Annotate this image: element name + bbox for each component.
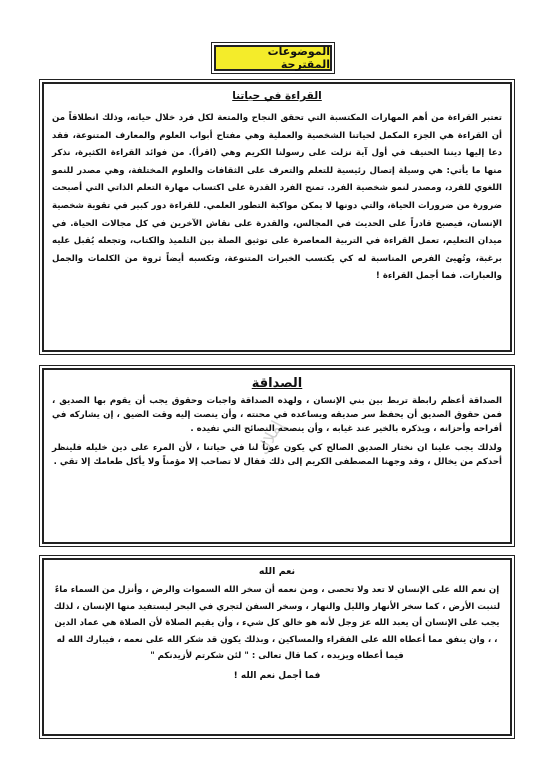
section-friendship bbox=[42, 368, 512, 544]
section-paragraph: إن نعم الله على الإنسان لا تعد ولا تحصى ، ومن نعمه أن سخر الله السموات والرض ، وأنزل من السماء ماءً لتنبت الأرض ، كما سخر الأنهار والليل والنهار ، وسخر السفن لتجري في البحر ليستفيد منها الإنسان ، لذلك يجب على الإنسان أن يعبد الله عز وجل لأنه هو خالق كل شيء ، وأن يقيم الصلاة لأن الصلاة هي عماد الدين ، ، وان ينفق مما أعطاه الله على الفقراء والمساكين ، وبذلك يكون قد شكر الله على نعمه ، فيبارك الله له فيما أعطاه ويزيده ، كما قال تعالى : " لئن شكرتم لأزيدنكم " bbox=[53, 585, 501, 661]
section-blessings bbox=[42, 558, 512, 736]
section-title-blessings: نعم الله bbox=[258, 566, 296, 577]
section-paragraph: الصداقة أعظم رابطة تربط بين بني الإنسان ، ولهذه الصداقة واجبات وحقوق يجب أن يقوم بها الصديق ، فمن حقوق الصديق أن يحفظ سر صديقه ويساعده في محنته ، وأن ينصت إليه وقت الضيق ، إن يشاركه في أفراحه وأحزانه ، ويذكره بالخير عند غيابه ، وأن ينصحه النصائح التي تفيده . bbox=[52, 396, 502, 435]
section-title-reading: القراءة في حياتنا bbox=[232, 90, 322, 102]
section-title-friendship: الصداقة bbox=[251, 376, 303, 391]
page-title: الموضوعات المقترحة bbox=[214, 45, 332, 71]
section-paragraph: تعتبر القراءة من أهم المهارات المكتسبة التي تحقق النجاح والمتعة لكل فرد خلال حياته، وذلك انطلاقاً من أن القراءة هي الجزء المكمل لحياتنا الشخصية والعملية وهي مفتاح أبواب العلوم والمعارف المتنوعة، فقد دعا إليها ديننا الحنيف في أول آية نزلت على رسولنا الكريم وهي (اقرأ). من فوائد القراءة الكثيرة، نذكر منها ما يأتي: هي وسيلة إتصال رئيسية للتعلم والتعرف على الثقافات والعلوم المختلفة، وهي مصدر للنمو اللغوي للفرد، ومصدر لنمو شخصية الفرد. تمنح الفرد القدرة على اكتساب مهارة التعلم الذاتي التي أصبحت ضرورة من ضرورات الحياة، والتي دونها لا يمكن مواكبة التطور العلمي. للقراءة دور كبير في تقوية شخصية الإنسان، فيصبح قادراً على الحديث في المجالس، والقدرة على نقاش الآخرين في كل مجالات الحياة. في ميدان التعليم، تعمل القراءة في التربية المعاصرة على توثيق الصلة بين التلميذ والكتاب، وتجعله يُقبل عليه برغبة، وتُهيئ الفرص المناسبة له كي يكتسب الخبرات المتنوعة، وتكسبه أيضاً ثروة من الكلمات والجمل والعبارات. فما أجمل القراءة ! bbox=[52, 113, 502, 282]
section-reading bbox=[42, 82, 512, 352]
watermark: إملاك bbox=[252, 417, 287, 458]
section-paragraph: ولذلك يجب علينا ان نختار الصديق الصالح كي يكون عوناً لنا في حياتنا ، لأن المرء على دين خليله فلينظر أحدكم من يخالل ، وقد وجهنا المصطفى الكريم إلى ذلك فقال لا تصاحب إلا مؤمناً ولا يأكل طعامك إلا تقي . bbox=[52, 442, 502, 467]
section-closing: فما أجمل نعم الله ! bbox=[233, 670, 321, 681]
